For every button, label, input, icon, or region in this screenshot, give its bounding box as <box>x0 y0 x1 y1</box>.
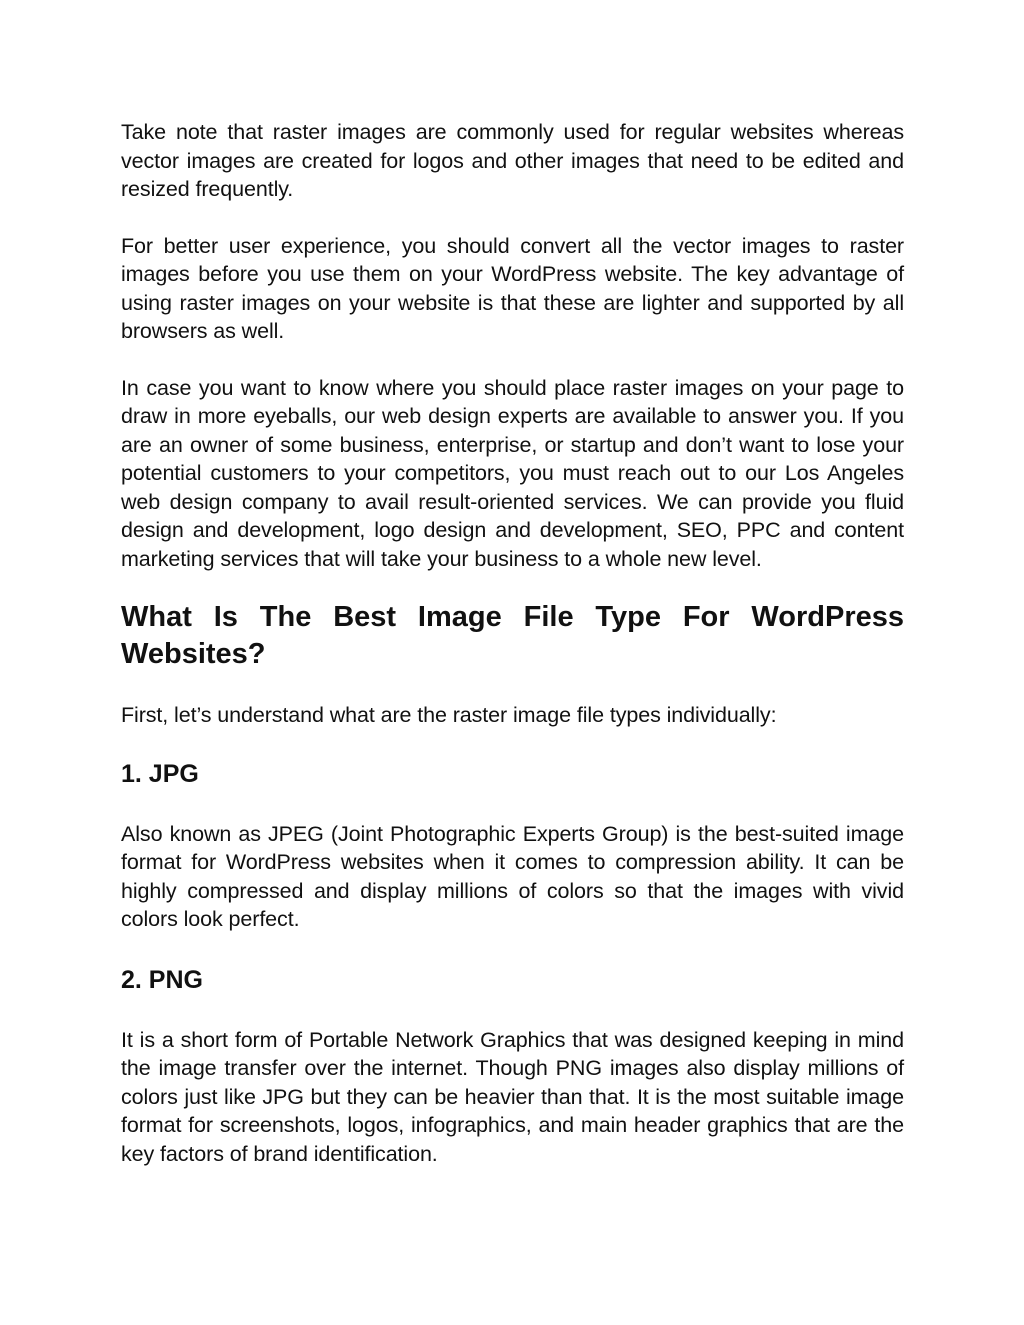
subheading-jpg: 1. JPG <box>121 759 199 788</box>
section-heading-best-image-type: What Is The Best Image File Type For WordPress Websites? <box>121 601 904 670</box>
paragraph-png: It is a short form of Portable Network Graphics that was designed keeping in mind the image transfer over the internet. Though PNG images also display millions of colors just like JPG but they can be heavier than that. It is the most suitable image format for screenshots, logos, infographics, and main header graphics that are the key factors of brand identification. <box>121 1027 904 1166</box>
paragraph-web-design-services: In case you want to know where you should place raster images on your page to draw in more eyeballs, our web design experts are available to answer you. If you are an owner of some business, enterprise, or startup and don’t want to lose your potential customers to your competitors, you must reach out to our Los Angeles web design company to avail result-oriented services. We can provide you fluid design and development, logo design and development, SEO, PPC and content marketing services that will take your business to a whole new level. <box>121 375 904 571</box>
paragraph-raster-vs-vector: Take note that raster images are commonly used for regular websites whereas vector images are created for logos and other images that need to be edited and resized frequently. <box>121 120 904 201</box>
document-page <box>121 118 904 1196</box>
paragraph-intro-file-types: First, let’s understand what are the raster image file types individually: <box>121 703 777 727</box>
paragraph-jpg: Also known as JPEG (Joint Photographic Experts Group) is the best-suited image format for WordPress websites when it comes to compression ability. It can be highly compressed and display millions of colors so that the images with vivid colors look perfect. <box>121 821 904 931</box>
paragraph-user-experience: For better user experience, you should convert all the vector images to raster images before you use them on your WordPress website. The key advantage of using raster images on your website is that these are lighter and supported by all browsers as well. <box>121 233 904 343</box>
subheading-png: 2. PNG <box>121 965 203 994</box>
